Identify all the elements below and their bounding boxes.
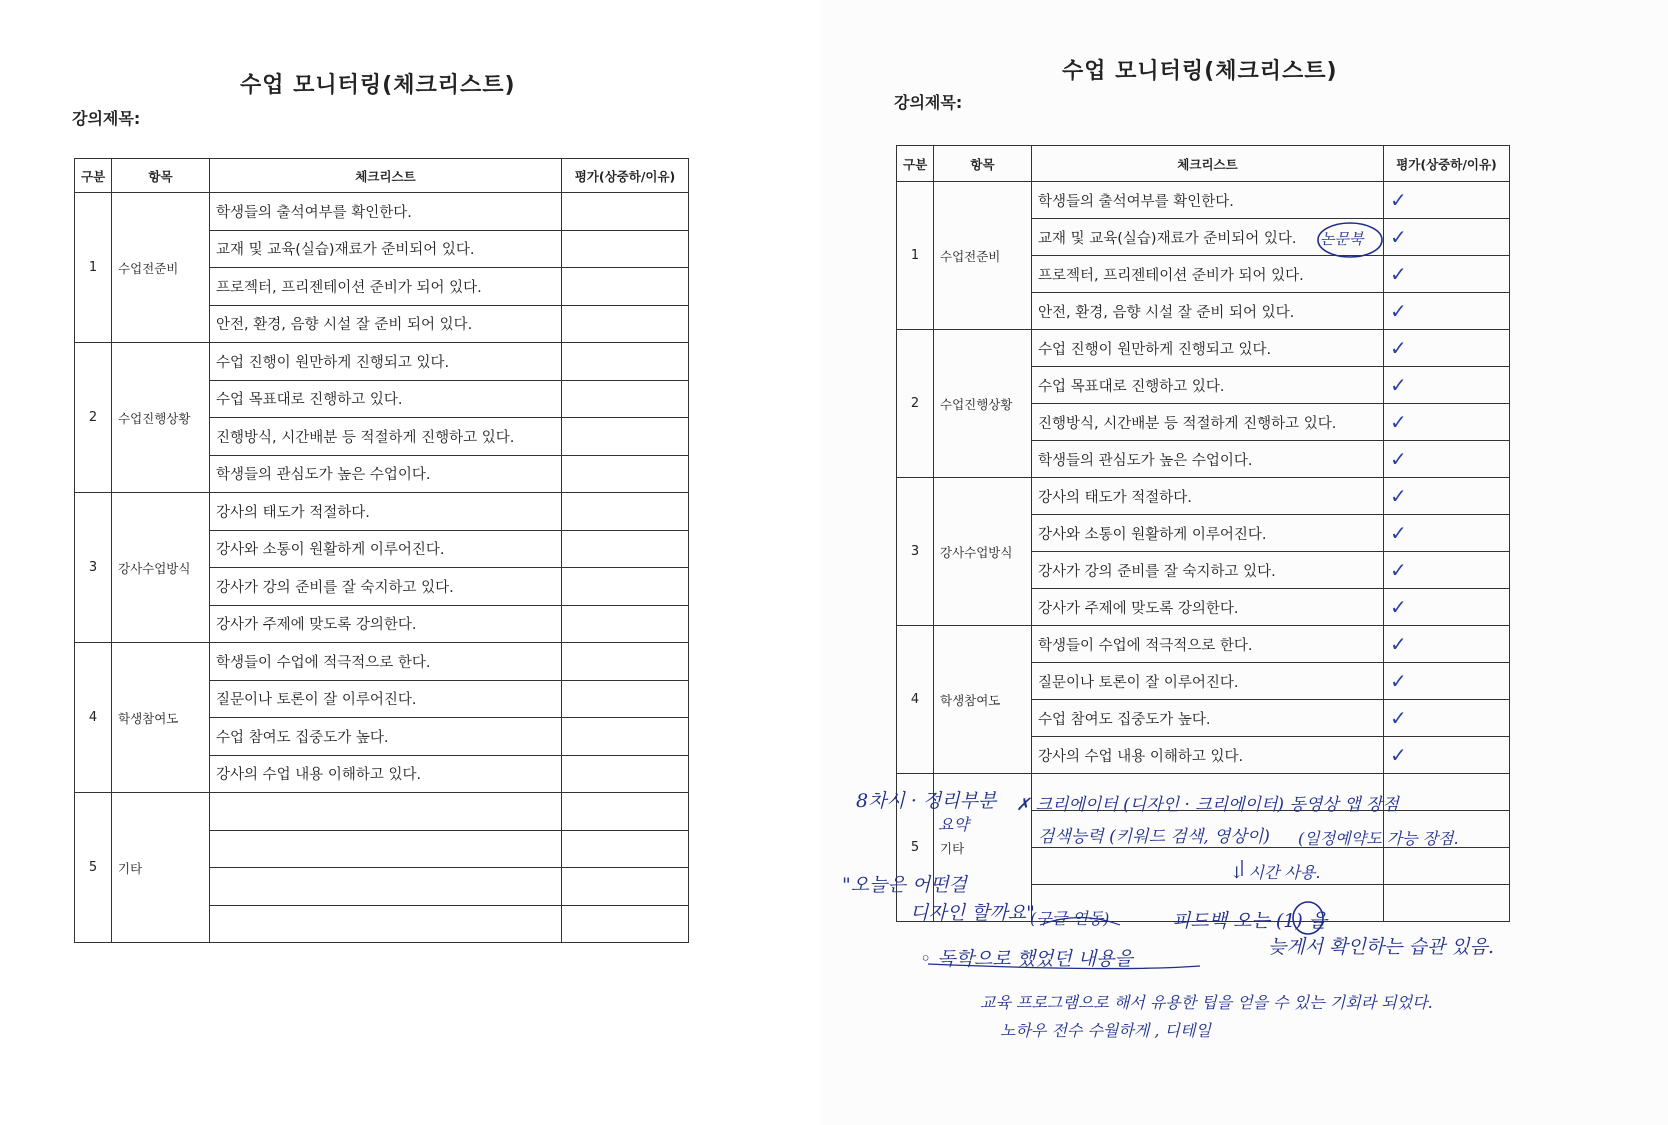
checklist-item (210, 905, 562, 943)
section-category: 기타 (112, 793, 210, 943)
evaluation-cell (1384, 293, 1510, 330)
header-num: 구분 (897, 146, 934, 182)
checklist-item: 강사가 주제에 맞도록 강의한다. (1032, 589, 1384, 626)
section-number: 4 (897, 626, 934, 774)
checklist-item (210, 868, 562, 906)
evaluation-cell (1384, 663, 1510, 700)
checklist-table (74, 158, 689, 943)
checklist-item (210, 793, 562, 831)
evaluation-cell (562, 230, 689, 268)
evaluation-cell (562, 193, 689, 231)
section-category: 학생참여도 (934, 626, 1032, 774)
section-number: 2 (75, 343, 112, 493)
checklist-item: 강사의 수업 내용 이해하고 있다. (210, 755, 562, 793)
evaluation-cell (1384, 885, 1510, 922)
checklist-item: 프로젝터, 프리젠테이션 준비가 되어 있다. (1032, 256, 1384, 293)
checklist-item: 강사의 태도가 적절하다. (210, 493, 562, 531)
evaluation-cell (1384, 552, 1510, 589)
evaluation-cell (1384, 182, 1510, 219)
header-category: 항목 (112, 159, 210, 193)
check-mark-icon: ✓ (1390, 520, 1407, 545)
evaluation-cell (562, 380, 689, 418)
checklist-item: 교재 및 교육(실습)재료가 준비되어 있다. (1032, 219, 1384, 256)
below-table-note: ◦ 독학으로 했었던 내용을 (920, 948, 1133, 970)
checklist-item: 수업 진행이 원만하게 진행되고 있다. (210, 343, 562, 381)
check-mark-icon: ✓ (1390, 594, 1407, 619)
check-mark-icon: ✓ (1390, 372, 1407, 397)
evaluation-cell (1384, 774, 1510, 811)
checklist-item: 수업 진행이 원만하게 진행되고 있다. (1032, 330, 1384, 367)
check-mark-icon: ✓ (1390, 187, 1407, 212)
check-mark-icon: ✓ (1390, 631, 1407, 656)
row5-note: ↓ 시간 사용. (1230, 863, 1321, 882)
check-mark-icon: ✓ (1390, 298, 1407, 323)
evaluation-cell (562, 718, 689, 756)
header-item: 체크리스트 (1032, 146, 1384, 182)
checklist-item: 수업 참여도 집중도가 높다. (1032, 700, 1384, 737)
below-table-note: 교육 프로그램으로 해서 유용한 팁을 얻을 수 있는 기회라 되었다. (980, 993, 1433, 1012)
evaluation-cell (1384, 256, 1510, 293)
checklist-item: 안전, 환경, 음향 시설 잘 준비 되어 있다. (210, 305, 562, 343)
section-number: 4 (75, 643, 112, 793)
evaluation-cell (562, 493, 689, 531)
row5-note: ✗ 크리에이터 (디자인 · 크리에이터) 동영상 앱 장점 (1016, 795, 1399, 815)
evaluation-cell (1384, 626, 1510, 663)
section-number: 3 (75, 493, 112, 643)
evaluation-cell (562, 530, 689, 568)
table-row (75, 793, 689, 831)
section-number: 3 (897, 478, 934, 626)
checklist-item: 강사가 강의 준비를 잘 숙지하고 있다. (210, 568, 562, 606)
evaluation-cell (1384, 441, 1510, 478)
evaluation-cell (562, 680, 689, 718)
check-mark-icon: ✓ (1390, 483, 1407, 508)
margin-note: "오늘은 어떤걸 (842, 874, 967, 896)
section-category: 수업전준비 (112, 193, 210, 343)
sheet-title: 수업 모니터링(체크리스트) (1062, 59, 1338, 84)
section-number: 5 (75, 793, 112, 943)
check-mark-icon: ✓ (1390, 224, 1407, 249)
table-row (75, 343, 689, 381)
below-table-note: 피드백 오는 (1) 을 (1172, 910, 1328, 932)
section-category: 강사수업방식 (112, 493, 210, 643)
evaluation-cell (562, 643, 689, 681)
checklist-item: 질문이나 토론이 잘 이루어진다. (210, 680, 562, 718)
table-row (897, 626, 1510, 663)
check-mark-icon: ✓ (1390, 335, 1407, 360)
checklist-sheet-blank (0, 0, 820, 1125)
checklist-item: 수업 목표대로 진행하고 있다. (1032, 367, 1384, 404)
section-number: 5 (897, 774, 934, 922)
checklist-item: 진행방식, 시간배분 등 적절하게 진행하고 있다. (1032, 404, 1384, 441)
section-number: 1 (75, 193, 112, 343)
header-item: 체크리스트 (210, 159, 562, 193)
table-row (897, 478, 1510, 515)
section-category: 수업진행상황 (112, 343, 210, 493)
evaluation-cell (562, 905, 689, 943)
section-category: 수업전준비 (934, 182, 1032, 330)
evaluation-cell (562, 830, 689, 868)
evaluation-cell (562, 305, 689, 343)
evaluation-cell (562, 605, 689, 643)
checklist-item: 강사와 소통이 원활하게 이루어진다. (210, 530, 562, 568)
row5-note: 검색능력 (키워드 검색, 영상이) (1038, 827, 1270, 847)
table-row (75, 643, 689, 681)
handwritten-note-in-row: 논문북 (1320, 230, 1364, 248)
header-num: 구분 (75, 159, 112, 193)
evaluation-cell (562, 268, 689, 306)
check-mark-icon: ✓ (1390, 557, 1407, 582)
checklist-sheet-filled (820, 0, 1668, 1125)
evaluation-cell (1384, 330, 1510, 367)
section-category: 강사수업방식 (934, 478, 1032, 626)
section-number: 2 (897, 330, 934, 478)
evaluation-cell (1384, 404, 1510, 441)
table-row (75, 493, 689, 531)
checklist-item: 강사의 태도가 적절하다. (1032, 478, 1384, 515)
checklist-item: 학생들의 관심도가 높은 수업이다. (1032, 441, 1384, 478)
evaluation-cell (562, 568, 689, 606)
header-eval: 평가(상중하/이유) (562, 159, 689, 193)
section-number: 1 (897, 182, 934, 330)
evaluation-cell (562, 343, 689, 381)
checklist-item: 학생들의 출석여부를 확인한다. (210, 193, 562, 231)
evaluation-cell (1384, 737, 1510, 774)
checklist-item: 학생들이 수업에 적극적으로 한다. (210, 643, 562, 681)
header-category: 항목 (934, 146, 1032, 182)
evaluation-cell (1384, 848, 1510, 885)
evaluation-cell (562, 755, 689, 793)
check-mark-icon: ✓ (1390, 668, 1407, 693)
evaluation-cell (1384, 700, 1510, 737)
evaluation-cell (562, 793, 689, 831)
header-row (897, 146, 1510, 182)
margin-note: 요약 (938, 815, 969, 834)
checklist-item: 강사의 수업 내용 이해하고 있다. (1032, 737, 1384, 774)
checklist-item: 강사와 소통이 원활하게 이루어진다. (1032, 515, 1384, 552)
sheet-title: 수업 모니터링(체크리스트) (240, 73, 516, 98)
checklist-item: 강사가 주제에 맞도록 강의한다. (210, 605, 562, 643)
checklist-item: 학생들이 수업에 적극적으로 한다. (1032, 626, 1384, 663)
subject-label: 강의제목: (72, 109, 141, 128)
evaluation-cell (1384, 367, 1510, 404)
margin-note: 디자인 할까요" (910, 902, 1035, 924)
checklist-item: 진행방식, 시간배분 등 적절하게 진행하고 있다. (210, 418, 562, 456)
section-category: 수업진행상황 (934, 330, 1032, 478)
below-table-note: 늦게서 확인하는 습관 있음. (1268, 936, 1495, 958)
subject-label: 강의제목: (894, 93, 963, 112)
check-mark-icon: ✓ (1390, 742, 1407, 767)
section-category: 기타 (934, 774, 1032, 922)
checklist-item: 강사가 강의 준비를 잘 숙지하고 있다. (1032, 552, 1384, 589)
table-row (75, 193, 689, 231)
check-mark-icon: ✓ (1390, 261, 1407, 286)
checklist-item (210, 830, 562, 868)
margin-note: 8차시 · 정리부분 (856, 790, 997, 812)
checklist-item: 교재 및 교육(실습)재료가 준비되어 있다. (210, 230, 562, 268)
table-row (897, 182, 1510, 219)
header-row (75, 159, 689, 193)
check-mark-icon: ✓ (1390, 409, 1407, 434)
checklist-item: 학생들의 관심도가 높은 수업이다. (210, 455, 562, 493)
section-category: 학생참여도 (112, 643, 210, 793)
below-table-note: 노하우 전수 수월하게 , 디테일 (1000, 1021, 1211, 1040)
checklist-item: 질문이나 토론이 잘 이루어진다. (1032, 663, 1384, 700)
evaluation-cell (1384, 515, 1510, 552)
checklist-item: 수업 목표대로 진행하고 있다. (210, 380, 562, 418)
evaluation-cell (1384, 219, 1510, 256)
checklist-item (1032, 848, 1384, 885)
checklist-item: 수업 참여도 집중도가 높다. (210, 718, 562, 756)
evaluation-cell (1384, 589, 1510, 626)
check-mark-icon: ✓ (1390, 446, 1407, 471)
check-mark-icon: ✓ (1390, 705, 1407, 730)
checklist-item: 프로젝터, 프리젠테이션 준비가 되어 있다. (210, 268, 562, 306)
row5-note: (일정예약도 가능 장점. (1298, 829, 1459, 848)
evaluation-cell (562, 418, 689, 456)
evaluation-cell (562, 868, 689, 906)
table-row (897, 330, 1510, 367)
checklist-item: 학생들의 출석여부를 확인한다. (1032, 182, 1384, 219)
header-eval: 평가(상중하/이유) (1384, 146, 1510, 182)
below-table-note: (구글 연동) (1030, 909, 1110, 928)
evaluation-cell (1384, 478, 1510, 515)
evaluation-cell (562, 455, 689, 493)
checklist-item: 안전, 환경, 음향 시설 잘 준비 되어 있다. (1032, 293, 1384, 330)
